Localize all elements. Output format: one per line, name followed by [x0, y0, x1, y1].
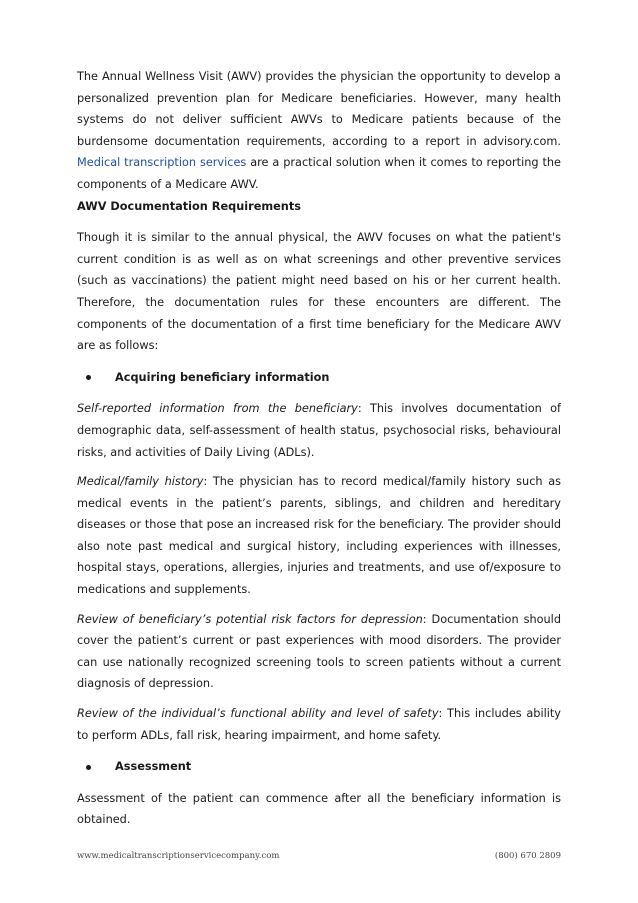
intro-text-before-link: The Annual Wellness Visit (AWV) provides the physician the opportunity to develop a personalized prevention plan for Medicare beneficiaries. However, many health systems do not deliver sufficient AWVs to Medicare patients because of the burdensome documentation requirements, according to a report in advisory.com.: [77, 70, 561, 148]
section-heading: AWV Documentation Requirements: [77, 199, 301, 213]
item-self-reported: [77, 398, 561, 463]
item-text: : Documentation should cover the patient’s current or past experiences with mood disorders. The provider can use nationally recognized screening tools to screen patients without a current diagnosis of depression.: [77, 612, 561, 691]
footer-phone: (800) 670 2809: [494, 851, 561, 861]
footer-website[interactable]: www.medicaltranscriptionservicecompany.com: [77, 851, 280, 861]
item-label: Medical/family history: [77, 475, 204, 489]
item-label: Self-reported information from the beneficiary: [77, 402, 358, 416]
item-label: Review of the individual’s functional ability and level of safety: [77, 707, 439, 721]
intro-paragraph: [77, 66, 561, 196]
medical-transcription-link[interactable]: Medical transcription services: [77, 156, 247, 170]
item-depression-risk: [77, 609, 561, 695]
item-label: Review of beneficiary’s potential risk factors for depression: [77, 612, 423, 626]
item-medical-history: [77, 471, 561, 601]
bullet-label: Assessment: [115, 760, 192, 774]
assessment-paragraph: Assessment of the patient can commence after all the beneficiary information is obtained.: [77, 791, 561, 827]
bullet-icon: [86, 765, 91, 770]
bullet-icon: [86, 375, 91, 380]
page-footer: [77, 851, 561, 861]
document-page: [77, 66, 561, 831]
intro-text-after-link: are a practical solution when it comes to reporting the components of a Medicare AWV.: [77, 156, 561, 191]
item-functional-ability: [77, 703, 561, 746]
section-intro-paragraph: Though it is similar to the annual physical, the AWV focuses on what the patient's current condition is as well as on what screenings and other preventive services (such as vaccinations) the patient might need based on his or her current health. Therefore, the documentation rules for these encounters are different. The components of the documentation of a first time beneficiary for the Medicare AWV are as follows:: [77, 231, 561, 353]
bullet-label: Acquiring beneficiary information: [115, 370, 330, 384]
bullet-acquiring-info: [86, 367, 561, 389]
bullet-assessment: [86, 756, 561, 778]
item-text: : This includes ability to perform ADLs, fall risk, hearing impairment, and home safety.: [77, 707, 561, 742]
item-text: : The physician has to record medical/family history such as medical events in the patient’s parents, siblings, and children and hereditary diseases or those that pose an increased risk for the beneficiary. The provider should also note past medical and surgical history, including experiences with illnesses, hospital stays, operations, allergies, injuries and treatments, and use of/exposure to medications and supplements.: [77, 475, 561, 597]
item-text: : This involves documentation of demographic data, self-assessment of health status, psychosocial risks, behavioural risks, and activities of Daily Living (ADLs).: [77, 402, 561, 459]
